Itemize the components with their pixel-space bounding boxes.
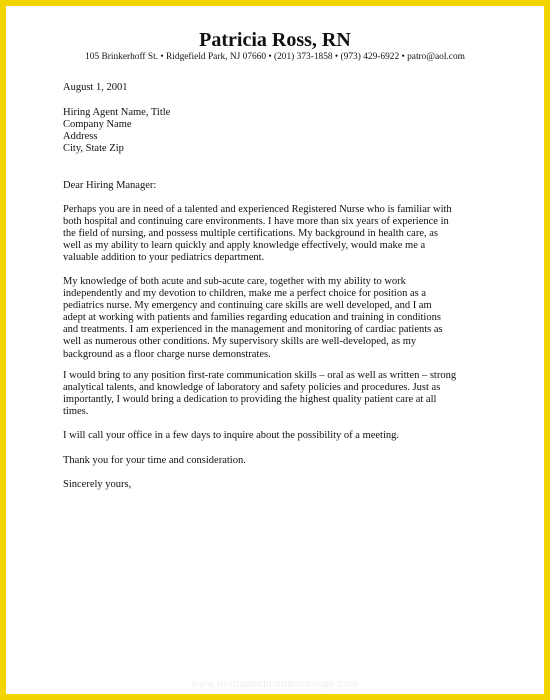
watermark-text: www.heritagechristiancollege.com (191, 679, 359, 690)
paragraph-line: adept at working with patients and families regarding education and training in conditions (63, 312, 441, 324)
applicant-name: Patricia Ross, RN (199, 29, 351, 51)
paragraph-2 (63, 276, 443, 361)
recipient-line: City, State Zip (63, 143, 124, 155)
paragraph-line: both hospital and continuing care environments. I have more than six years of experience in (63, 216, 449, 228)
salutation-text: Dear Hiring Manager: (63, 180, 157, 191)
paragraph-line: times. (63, 406, 89, 418)
recipient-line: Hiring Agent Name, Title (63, 107, 171, 118)
paragraph-line: importantly, I would bring a dedication to providing the highest quality patient care at all (63, 394, 437, 406)
paragraph-line: analytical talents, and knowledge of laboratory and safety policies and procedures. Just as (63, 382, 441, 394)
recipient-line: Company Name (63, 119, 132, 131)
paragraph-line: valuable addition to your pediatrics department. (63, 252, 265, 264)
paragraph-line: I will call your office in a few days to inquire about the possibility of a meeting. (63, 430, 400, 441)
letter-date (63, 82, 127, 94)
paragraph-line: I would bring to any position first-rate communication skills – oral as well as written – strong (63, 370, 457, 381)
paragraph-line: pediatrics nurse. My emergency and continuing care skills are well developed, and I am (63, 300, 432, 312)
paragraph-line: Thank you for your time and consideration. (63, 455, 246, 466)
paragraph-line: the field of nursing, and possess multiple certifications. My background in health care, as (63, 228, 438, 240)
salutation (63, 180, 156, 192)
paragraph-1 (63, 204, 452, 264)
paragraph-line: background as a floor charge nurse demonstrates. (63, 348, 271, 360)
paragraph-line: and treatments. I am experienced in the management and monitoring of cardiac patients as (63, 324, 443, 336)
paragraph-line: independently and my devotion to children, make me a perfect choice for position as a (63, 288, 427, 300)
paragraph-4 (63, 430, 399, 442)
paragraph-line: well as my ability to learn quickly and apply knowledge effectively, would make me a (63, 240, 426, 252)
paragraph-line: My knowledge of both acute and sub-acute care, together with my ability to work (63, 276, 406, 287)
recipient-address (63, 107, 170, 155)
paragraph-line: well as numerous other conditions. My supervisory skills are well-developed, as my (63, 336, 417, 348)
closing (63, 479, 131, 491)
paragraph-5 (63, 455, 246, 467)
paragraph-line: Perhaps you are in need of a talented and experienced Registered Nurse who is familiar with (63, 204, 452, 215)
paragraph-3 (63, 370, 456, 418)
letter-page (6, 6, 544, 694)
date-text: August 1, 2001 (63, 82, 128, 93)
recipient-line: Address (63, 131, 98, 143)
closing-text: Sincerely yours, (63, 479, 132, 490)
contact-line: 105 Brinkerhoff St. • Ridgefield Park, NJ 07660 • (201) 373-1858 • (973) 429-6922 • patro@aol.com (85, 52, 465, 62)
